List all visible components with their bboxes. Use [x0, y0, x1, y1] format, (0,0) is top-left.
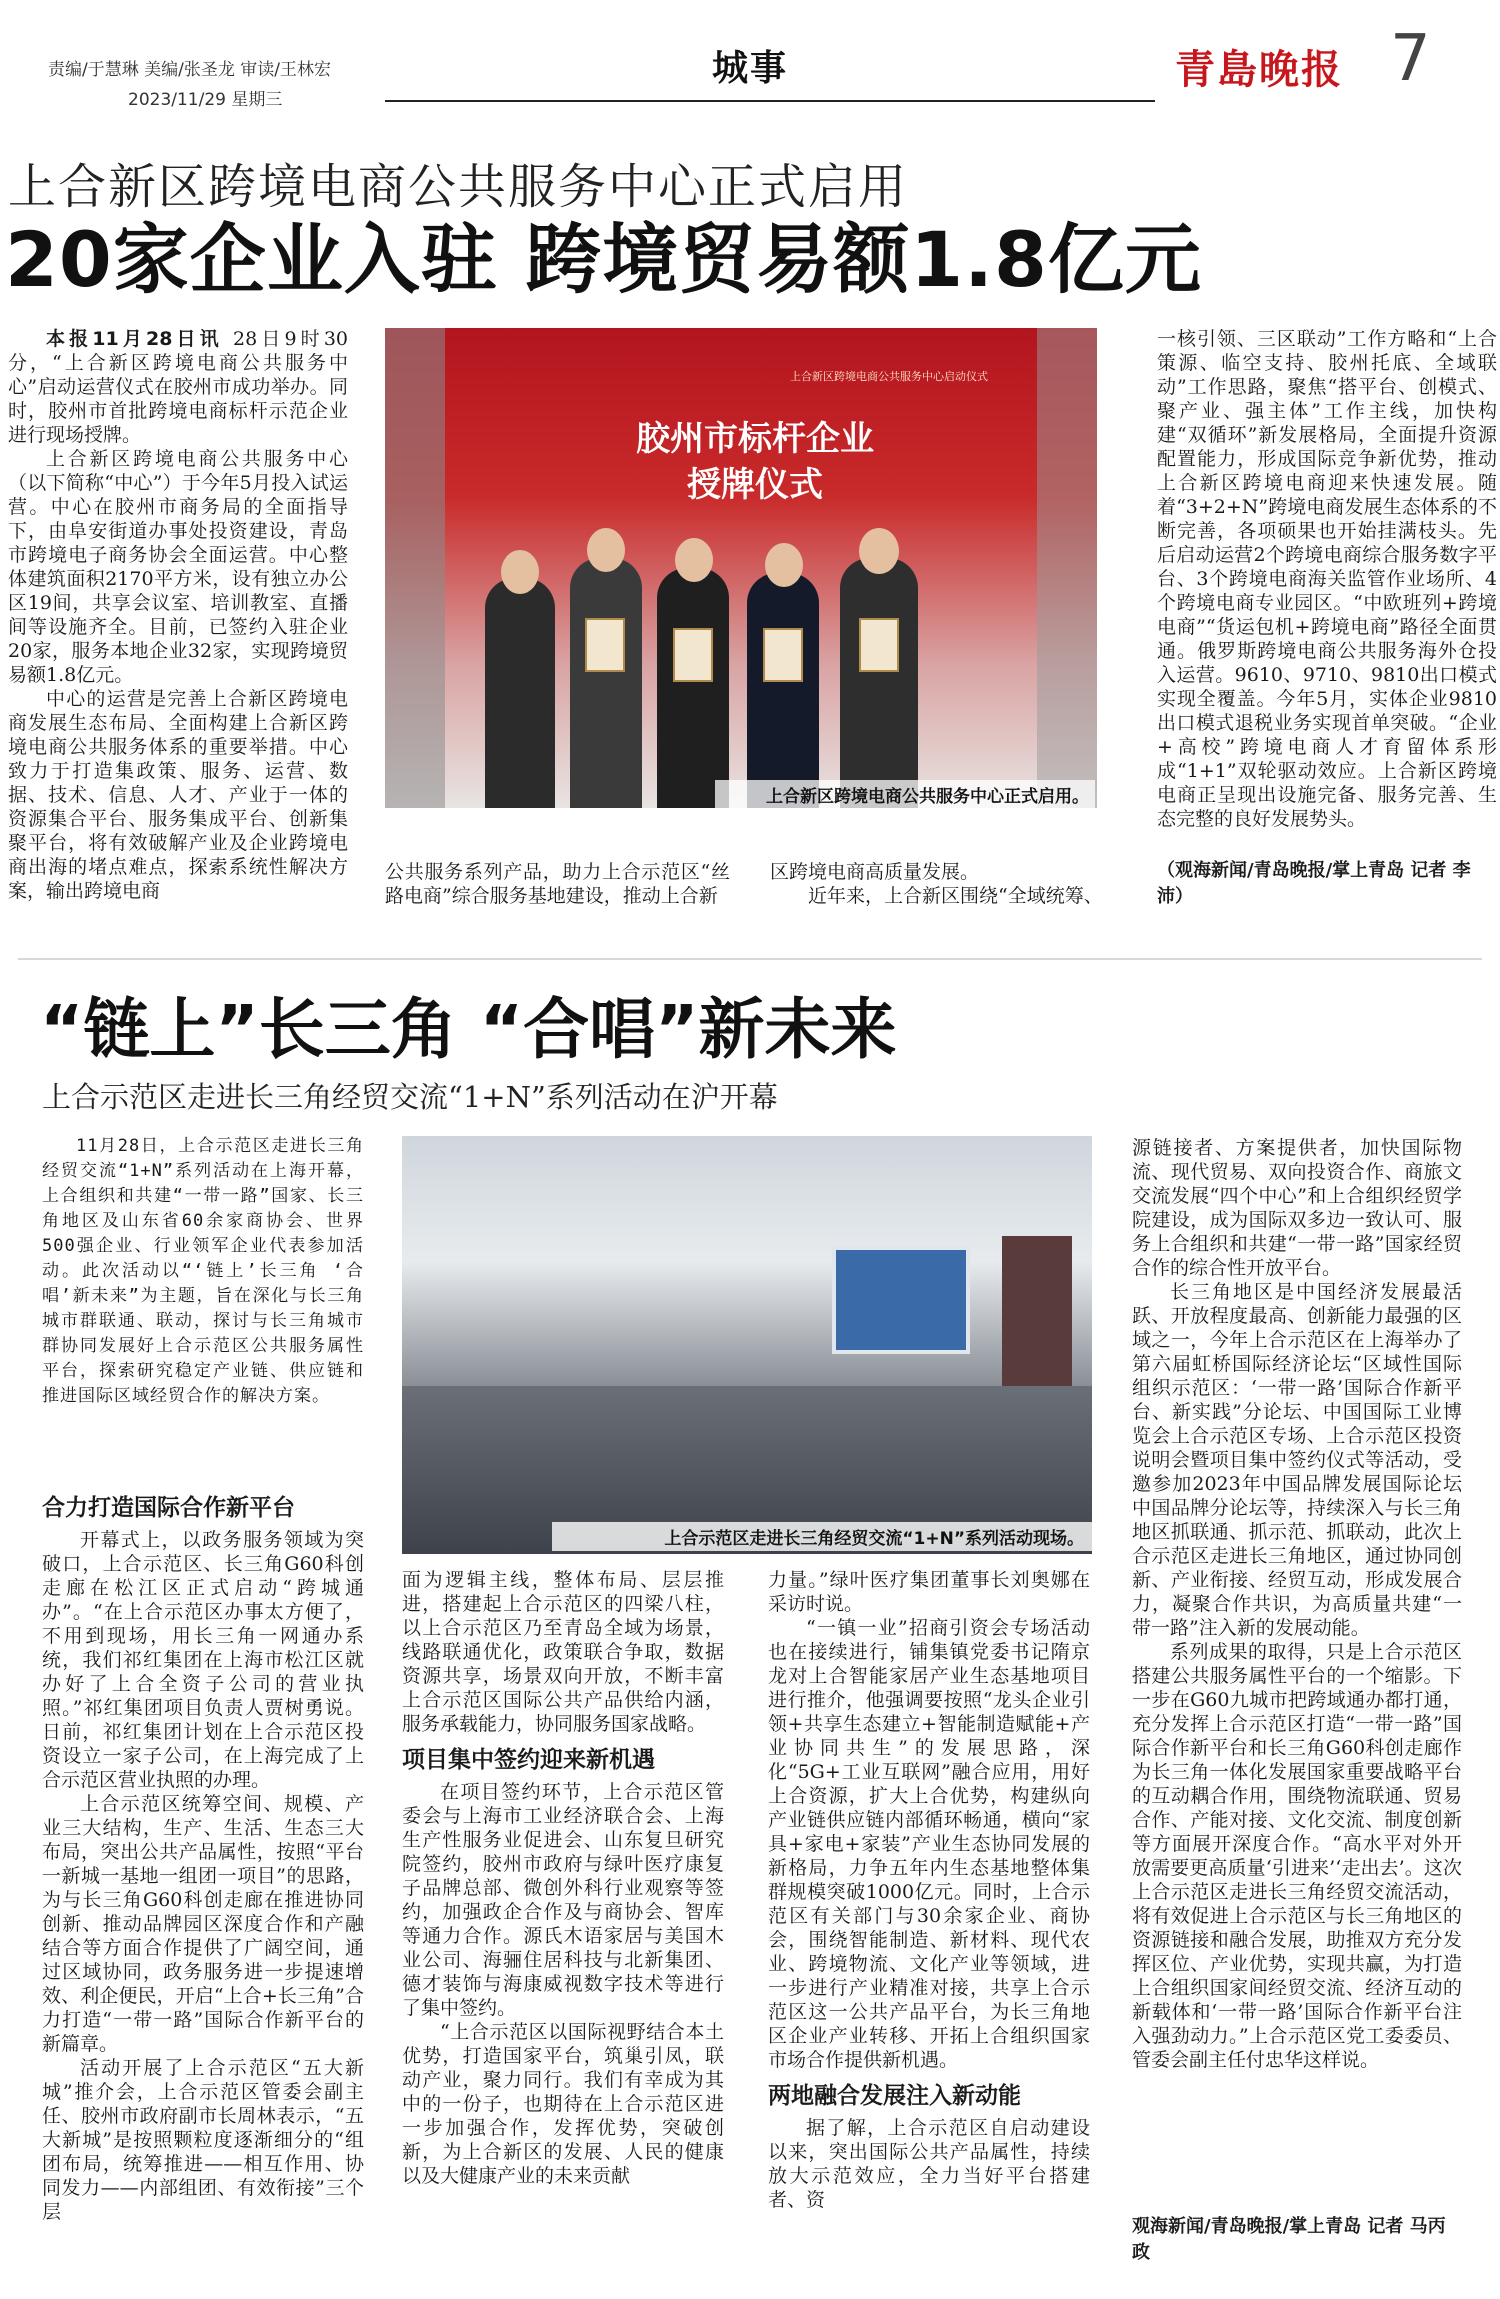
article2-subhead: 合力打造国际合作新平台: [42, 1495, 295, 1521]
header-rule: [385, 100, 1155, 102]
article2-headline: “链上”长三角 “合唱”新未来: [40, 991, 897, 1068]
person: [840, 558, 918, 808]
article2-para: 活动开展了上合示范区“五大新城”推介会，上合示范区管委会副主任、胶州市政府副市长周林表示，“五大新城”是按照颗粒度逐渐细分的“组团布局，统筹推进——相互作用、协同发力——内部组团、有效衔接”三个层: [42, 2057, 364, 2223]
award-plaque: [585, 618, 625, 672]
article1-column-3: [770, 860, 1115, 914]
person-head: [587, 528, 625, 572]
banner-small-text: 上合新区跨境电商公共服务中心启动仪式: [790, 370, 988, 383]
article2-column-2: [402, 1568, 724, 2296]
person-head: [501, 550, 539, 594]
article1-para: 上合新区跨境电商公共服务中心（以下简称“中心”）于今年5月投入试运营。中心在胶州市商务局的全面指导下，由阜安街道办事处投资建设，青岛市跨境电子商务协会全面运营。中心整体建筑面积2170平方米，设有独立办公区19间，共享会议室、培训教室、直播间等设施齐全。目前，已签约入驻企业20家，服务本地企业32家，实现跨境贸易额1.8亿元。: [8, 448, 348, 686]
article1-kicker: 上合新区跨境电商公共服务中心正式启用: [8, 159, 909, 215]
article2-subhead: 两地融合发展注入新动能: [768, 2083, 1021, 2109]
backdrop-panel: [1002, 1236, 1072, 1396]
article1-para: 区跨境电商高质量发展。: [770, 861, 980, 883]
article1-para: 公共服务系列产品，助力上合示范区“丝路电商”综合服务基地建设，推动上合新: [385, 861, 730, 907]
dateline: 本报11月28日讯: [46, 328, 223, 350]
header-date: 2023/11/29 星期三: [128, 90, 283, 110]
person: [657, 568, 729, 808]
article2-byline: 观海新闻/青岛晚报/掌上青岛 记者 马丙政: [1132, 2216, 1446, 2263]
article2-para: 源链接者、方案提供者，加快国际物流、现代贸易、双向投资合作、商旅文交流发展“四个中心”和上合组织经贸学院建设，成为国际双多边一致认可、服务上合组织和共建“一带一路”国家经贸合作的综合性开放平台。: [1132, 1137, 1462, 1279]
section-title: 城事: [711, 48, 788, 89]
article2-para: 上合示范区统筹空间、规模、产业三大结构，生产、生活、生态三大布局，突出公共产品属性，按照“平台一新城一基地一组团一项目”的思路，为与长三角G60科创走廊在推进协同创新、推动品牌园区深度合作和产融结合等方面合作提供了广阔空间，通过区域协同，政务服务进一步提速增效、利企便民，开启“上合+长三角”合力打造“一带一路”国际合作新平台的新篇章。: [42, 1793, 364, 2055]
article2-para: 长三角地区是中国经济发展最活跃、开放程度最高、创新能力最强的区域之一，今年上合示范区在上海举办了第六届虹桥国际经济论坛“区域性国际组织示范区：‘一带一路’国际合作新平台、新实践”分论坛、中国国际工业博览会上合示范区专场、上合示范区投资说明会暨项目集中签约仪式等活动，受邀参加2023年中国品牌发展国际论坛中国品牌分论坛等，持续深入与长三角地区抓联通、抓示范、抓联动，此次上合示范区走进长三角地区，通过协同创新、产业衔接、经贸互动，形成发展合力，凝聚合作共识，为高质量共建“一带一路”注入新的发展动能。: [1132, 1281, 1462, 1639]
window-panel: [1037, 328, 1097, 808]
window-panel: [385, 328, 445, 808]
article1-para: 近年来，上合新区围绕“全域统筹、: [808, 885, 1103, 907]
person-head: [675, 538, 713, 582]
person: [747, 573, 819, 808]
article2-para: “上合示范区以国际视野结合本土优势，打造国家平台，筑巢引凤，联动产业，聚力同行。我们有幸成为其中的一份子，也期待在上合示范区进一步加强合作，发挥优势，突破创新，为上合新区的发展、人民的健康以及大健康产业的未来贡献: [402, 2021, 724, 2187]
award-plaque: [673, 628, 713, 682]
person-head: [859, 528, 899, 574]
article2-photo: [402, 1136, 1092, 1554]
page-number: 7: [1390, 22, 1431, 96]
article2-intro: [42, 1134, 364, 1464]
article1-column-2: [385, 860, 730, 914]
article2-column-3: [768, 1568, 1090, 2296]
article2-subheadline: 上合示范区走进长三角经贸交流“1+N”系列活动在沪开幕: [42, 1080, 778, 1114]
article1-para: 一核引领、三区联动”工作方略和“上合策源、临空支持、胶州托底、全域联动”工作思路，聚焦“搭平台、创模式、聚产业、强主体”工作主线，加快构建“双循环”新发展格局，全面提升资源配置能力，形成国际竞争新优势，推动上合新区跨境电商迎来快速发展。随着“3+2+N”跨境电商发展生态体系的不断完善，各项硕果也开始挂满枝头。先后启动运营2个跨境电商综合服务数字平台、3个跨境电商海关监管作业场所、4个跨境电商专业园区。“中欧班列+跨境电商”“货运包机+跨境电商”路径全面贯通。俄罗斯跨境电商公共服务海外仓投入运营。9610、9710、9810出口模式实现全覆盖。今年5月，实体企业9810出口模式退税业务实现首单突破。“企业+高校”跨境电商人才育留体系形成“1+1”双轮驱动效应。上合新区跨境电商正呈现出设施完备、服务完善、生态完整的良好发展势头。: [1157, 328, 1497, 830]
article1-para: 中心的运营是完善上合新区跨境电商发展生态布局、全面构建上合新区跨境电商公共服务体系的重要举措。中心致力于打造集政策、服务、运营、数据、技术、信息、人才、产业于一体的资源集合平台、服务集成平台、创新集聚平台，将有效破解产业及企业跨境电商出海的堵点难点，探索系统性解决方案，输出跨境电商: [8, 688, 348, 902]
article-divider: [18, 958, 1482, 960]
article2-para: 面为逻辑主线，整体布局、层层推进，搭建起上合示范区的四梁八柱，以上合示范区乃至青岛全域为场景，线路联通优化，政策联合争取，数据资源共享，场景双向开放，不断丰富上合示范区国际公共产品供给内涵，服务承载能力，协同服务国家战略。: [402, 1569, 724, 1735]
presentation-screen: [832, 1246, 970, 1354]
article2-para: 开幕式上，以政务服务领域为突破口，上合示范区、长三角G60科创走廊在松江区正式启动“跨城通办”。“在上合示范区办事太方便了，不用到现场，用长三角一网通办系统，我们祁红集团在上海市松江区就办好了上合全资子公司的营业执照。”祁红集团项目负责人贾树勇说。日前，祁红集团计划在上合示范区投资设立一家子公司，在上海完成了上合示范区营业执照的办理。: [42, 1529, 364, 1791]
article2-para: “一镇一业”招商引资会专场活动也在接续进行，铺集镇党委书记隋京龙对上合智能家居产业生态基地项目进行推介，他强调要按照“龙头企业引领+共享生态建立+智能制造赋能+产业协同共生”的发展思路，深化“5G+工业互联网”融合应用，用好上合资源，扩大上合优势，构建纵向产业链供应链内部循环畅通，横向“家具+家电+家装”产业生态协同发展的新格局，力争五年内生态基地整体集群规模突破1000亿元。同时，上合示范区有关部门与30余家企业、商协会，围绕智能制造、新材料、现代农业、跨境物流、文化产业等领域，进一步进行产业精准对接，共享上合示范区这一公共产品平台，为长三角地区企业产业转移、开拓上合组织国家市场合作提供新机遇。: [768, 1617, 1090, 2071]
article1-photo: [385, 328, 1097, 808]
award-plaque: [763, 628, 803, 682]
award-plaque: [859, 618, 899, 672]
person-head: [765, 543, 803, 587]
article2-para: 据了解，上合示范区自启动建设以来，突出国际公共产品属性，持续放大示范效应，全力当好平台搭建者、资: [768, 2117, 1090, 2211]
article2-column-4: [1132, 1136, 1462, 2204]
article1-headline: 20家企业入驻 跨境贸易额1.8亿元: [5, 215, 1202, 304]
article1-column-4: [1157, 327, 1497, 887]
article2-para: 力量。”绿叶医疗集团董事长刘奥娜在采访时说。: [768, 1569, 1090, 1615]
person: [485, 578, 555, 808]
article1-column-1: [8, 327, 348, 911]
newspaper-logo: 青島晚报: [1175, 46, 1343, 93]
article2-para: 系列成果的取得，只是上合示范区搭建公共服务属性平台的一个缩影。下一步在G60九城市把跨域通办都打通，充分发挥上合示范区打造“一带一路”国际合作新平台和长三角G60科创走廊作为长三角一体化发展国家重要战略平台的互动耦合作用，围绕物流联通、贸易合作、产能对接、文化交流、制度创新等方面展开深度合作。“高水平对外开放需要更高质量‘引进来’‘走出去’。这次上合示范区走进长三角经贸交流活动，将有效促进上合示范区与长三角地区的资源链接和融合发展，助推双方充分发挥区位、产业优势，实现共赢，为打造上合组织国家间经贸交流、经济互动的新载体和‘一带一路’国际合作新平台注入强劲动力。”上合示范区党工委委员、管委会副主任付忠华这样说。: [1132, 1641, 1462, 2071]
header-credits: 责编/于慧琳 美编/张圣龙 审读/王林宏: [48, 60, 331, 80]
article1-photo-caption: 上合新区跨境电商公共服务中心正式启用。: [715, 780, 1095, 808]
article2-column-1: [42, 1484, 364, 2296]
article1-byline: （观海新闻/青岛晚报/掌上青岛 记者 李沛）: [1157, 860, 1471, 907]
banner-title: 胶州市标杆企业 授牌仪式: [636, 419, 874, 505]
article2-photo-caption: 上合示范区走进长三角经贸交流“1+N”系列活动现场。: [552, 1522, 1092, 1551]
article2-para: 在项目签约环节，上合示范区管委会与上海市工业经济联合会、上海生产性服务业促进会、山东复旦研究院签约，胶州市政府与绿叶医疗康复子品牌总部、微创外科行业观察等签约，加强政企合作及与商协会、智库等通力合作。源氏木语家居与美国木业公司、海骊住居科技与北新集团、德才装饰与海康威视数字技术等进行了集中签约。: [402, 1781, 724, 2019]
person: [570, 558, 642, 808]
article1-para: 28日9时30分，“上合新区跨境电商公共服务中心”启动运营仪式在胶州市成功举办。同时，胶州市首批跨境电商标杆示范企业进行现场授牌。: [8, 328, 348, 446]
article2-intro-text: 11月28日，上合示范区走进长三角经贸交流“1+N”系列活动在上海开幕，上合组织和共建“一带一路”国家、长三角地区及山东省60余家商协会、世界500强企业、行业领军企业代表参加活动。此次活动以“‘链上’长三角 ‘合唱’新未来”为主题，旨在深化与长三角城市群联通、联动，探讨与长三角城市群协同发展好上合示范区公共服务属性平台，探索研究稳定产业链、供应链和推进国际区域经贸合作的解决方案。: [42, 1136, 364, 1406]
article2-subhead: 项目集中签约迎来新机遇: [402, 1747, 655, 1773]
